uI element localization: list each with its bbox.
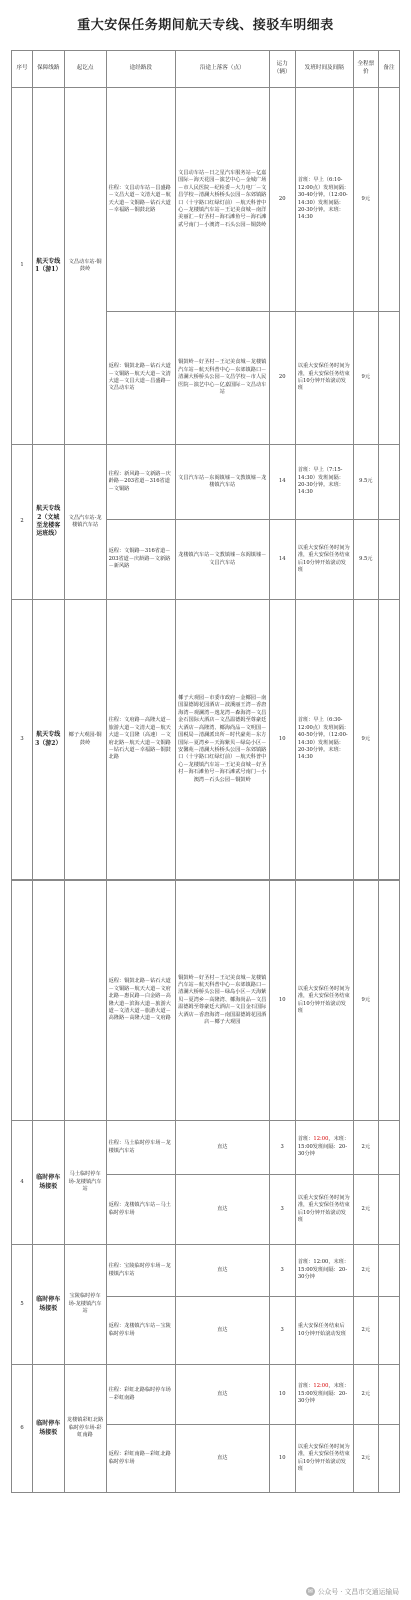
line-cell: 航天专线2（文城至龙楼客运班线） (33, 445, 65, 600)
route-cell: 返程：龙楼镇汽车站－宝陵临时停车场 (106, 1297, 175, 1365)
fare-cell: 9.5元 (353, 520, 378, 600)
stops-cell: 铜鼓岭－好圣村－王记美食城－龙楼镇汽车站－航天科普中心－东郊镇路口－清澜大桥桥头公园－绿岛小区－天海紫贝－夏湾乡－高隆湾、椰海尚品－文昌温德姆至尊豪廷大酒店－文昌金石国际大酒店－香唐海湾－南国温德姆花园酒店－椰子大观园 (175, 881, 269, 1121)
route-cell: 往程：新风路－文新路－庆龄路－203省道－316省道－文铜路 (106, 445, 175, 520)
table-row (12, 881, 400, 1121)
count-cell: 14 (269, 520, 295, 600)
table-row (12, 1245, 400, 1297)
stops-cell: 文昌汽车站－东阁镇墟－文教镇墟－龙楼镇汽车站 (175, 445, 269, 520)
fare-cell: 9元 (353, 312, 378, 445)
note-cell (378, 1365, 399, 1425)
start-cell: 宝陵临时停车场-龙楼镇汽车站 (64, 1245, 106, 1365)
time-cell: 以重大安保任务时间为准，重大安保任务结束后10分钟开始滚动发班 (295, 1425, 353, 1493)
count-cell: 10 (269, 881, 295, 1121)
schedule-table-part1 (11, 50, 400, 880)
schedule-table-part2 (11, 880, 400, 1493)
note-cell (378, 445, 399, 520)
route-cell: 返程：文铜路－316省道－203省道－庆龄路－文新路－新风路 (106, 520, 175, 600)
seq-cell: 5 (12, 1245, 33, 1365)
note-cell (378, 881, 399, 1121)
watermark-text: 公众号 · 文昌市交通运输局 (317, 1588, 399, 1596)
count-cell: 10 (269, 1365, 295, 1425)
time-post: ，末班：15:00发班间隔：20-30分钟 (297, 1383, 350, 1405)
time-cell (295, 1121, 353, 1175)
stops-cell: 文昌动车站－日之星汽车服务站－亿嘉国际－海天花园－演艺中心－金城广场－市人民医院－纪检委－大力电厂－文昌学校－清澜大桥桥头公园－东郊镇路口（十字路口红绿灯前）－航天科普中心－龙楼镇汽车站－王记美食城－南洋美丽汇－好圣村－海石滩鱼号－海石滩贰号南门－小澳湾－石头公园－铜鼓岭 (175, 88, 269, 312)
time-cell (295, 1365, 353, 1425)
stops-cell: 龙楼镇汽车站－文教镇墟－东阁镇墟－文昌汽车站 (175, 520, 269, 600)
table-row (12, 445, 400, 520)
table-row (12, 1365, 400, 1425)
route-cell: 返程：铜鼓北路－钻石大道－文铜路－航天大道－文府北路－惠民路－白金路－高隆大道－滨海大道－旅游大道－文清大道－旅游大道－高隆路－高隆大道－文府路 (106, 881, 175, 1121)
fare-cell: 2元 (353, 1175, 378, 1245)
fare-cell: 2元 (353, 1121, 378, 1175)
count-cell: 20 (269, 88, 295, 312)
note-cell (378, 1245, 399, 1297)
seq-cell: 3 (12, 600, 33, 880)
note-cell (378, 1121, 399, 1175)
route-cell: 返程：铜鼓北路－钻石大道－文铜路－航天大道－文清大道－文昌大道－昌盛路－文昌动车站 (106, 312, 175, 445)
line-cell: 临时停车场接驳 (33, 1365, 65, 1493)
stops-cell: 直达 (175, 1245, 269, 1297)
stops-cell: 直达 (175, 1175, 269, 1245)
time-pre: 首班： (297, 1383, 314, 1390)
fare-cell: 9元 (353, 600, 378, 880)
count-cell: 3 (269, 1121, 295, 1175)
fare-cell: 9.5元 (353, 445, 378, 520)
count-cell: 10 (269, 1425, 295, 1493)
fare-cell: 2元 (353, 1297, 378, 1365)
count-cell: 20 (269, 312, 295, 445)
time-pre: 首班： (297, 1136, 314, 1143)
time-cell: 以重大安保任务时间为准，重大安保任务结束后10分钟开始滚动发班 (295, 1175, 353, 1245)
line-cell: 临时停车场接驳 (33, 1245, 65, 1365)
start-cell: 文昌汽车站-龙楼镇汽车站 (64, 445, 106, 600)
start-cell: 马土临时停车场-龙楼镇汽车站 (64, 1121, 106, 1245)
route-cell: 往程：文昌动车站－昌盛路－文昌大道－文清大道－航天大道－文铜路－钻石大道－幸福路－铜鼓北路 (106, 88, 175, 312)
stops-cell: 直达 (175, 1121, 269, 1175)
time-cell: 以重大安保任务时间为准，重大安保任务结束后10分钟开始滚动发班 (295, 881, 353, 1121)
seq-cell (12, 881, 33, 1121)
time-cell: 首班：早上（6:30-12:00点）发班间隔：40-50分钟。（12:00-14:30）发班间隔：20-30分钟。末班：14:30 (295, 600, 353, 880)
header-note: 备注 (378, 51, 399, 88)
note-cell (378, 520, 399, 600)
seq-cell: 1 (12, 88, 33, 445)
fare-cell: 2元 (353, 1245, 378, 1297)
first-bus-time-highlight: 12:00 (313, 1136, 329, 1143)
header-count: 运力（辆） (269, 51, 295, 88)
start-cell: 椰子大观园-铜鼓岭 (64, 600, 106, 880)
route-cell: 往程：马土临时停车场－龙楼镇汽车站 (106, 1121, 175, 1175)
line-cell (33, 881, 65, 1121)
count-cell: 3 (269, 1245, 295, 1297)
time-post: ，末班：15:00发班间隔：20-30分钟 (297, 1136, 350, 1158)
note-cell (378, 1297, 399, 1365)
route-cell: 往程：宝陵临时停车场－龙楼镇汽车站 (106, 1245, 175, 1297)
stops-cell: 椰子大观园－市委市政府－金椰园－南国温德姆花园酒店－波溪丽王湾－香唐海湾－观澜湾－逸龙湾－森海湾－文昌金石国际大酒店－文昌温德姆至尊豪廷大酒店－高隆湾、椰海尚品－文明国－国税局－清澜派出所－时代豪苑－东方国际－夏湾乡－天海紫贝－绿岛小区－安馨苑－清澜大桥桥头公园－东郊镇路口（十字路口红绿灯前）－航天科普中心－龙楼镇汽车站－王记美食城－好圣村－海石滩鱼号－海石滩贰号南门－小澳湾－石头公园－铜鼓岭 (175, 600, 269, 880)
time-cell: 以重大安保任务时间为准，重大安保任务结束后10分钟开始滚动发班 (295, 520, 353, 600)
start-cell (64, 881, 106, 1121)
start-cell: 文昌动车站-铜鼓岭 (64, 88, 106, 445)
time-cell: 首班：早上（6:10-12:00点）发班间隔：30-40分钟。（12:00-14:30）发班间隔：20-30分钟。末班：14:30 (295, 88, 353, 312)
stops-cell: 直达 (175, 1365, 269, 1425)
time-cell: 首班：12:00，末班：15:00发班间隔：20-30分钟 (295, 1245, 353, 1297)
header-stops: 沿途上落客（点） (175, 51, 269, 88)
table-row (12, 1121, 400, 1175)
note-cell (378, 600, 399, 880)
table-row (12, 88, 400, 312)
note-cell (378, 1175, 399, 1245)
time-cell: 重大安保任务结束后10分钟开始滚动发班 (295, 1297, 353, 1365)
fare-cell: 2元 (353, 1425, 378, 1493)
time-cell: 以重大安保任务时间为准，重大安保任务结束后10分钟开始滚动发班 (295, 312, 353, 445)
note-cell (378, 88, 399, 312)
header-seq: 序号 (12, 51, 33, 88)
table-header-row (12, 51, 400, 88)
first-bus-time-highlight: 12:00 (313, 1383, 329, 1390)
route-cell: 往程：彩虹北路临时停车场－彩虹南路 (106, 1365, 175, 1425)
fare-cell: 2元 (353, 1365, 378, 1425)
time-cell: 首班：早上（7:15-14:30）发班间隔：20-30分钟。末班：14:30 (295, 445, 353, 520)
seq-cell: 4 (12, 1121, 33, 1245)
fare-cell: 9元 (353, 881, 378, 1121)
line-cell: 临时停车场接驳 (33, 1121, 65, 1245)
page-title: 重大安保任务期间航天专线、接驳车明细表 (77, 18, 334, 33)
fare-cell: 9元 (353, 88, 378, 312)
stops-cell: 直达 (175, 1297, 269, 1365)
header-start: 起讫点 (64, 51, 106, 88)
table-row (12, 600, 400, 880)
stops-cell: 直达 (175, 1425, 269, 1493)
wechat-icon: ✉ (307, 1587, 313, 1595)
count-cell: 14 (269, 445, 295, 520)
note-cell (378, 312, 399, 445)
route-cell: 返程：龙楼镇汽车站－马土临时停车场 (106, 1175, 175, 1245)
count-cell: 3 (269, 1297, 295, 1365)
count-cell: 10 (269, 600, 295, 880)
line-cell: 航天专线3（游2） (33, 600, 65, 880)
count-cell: 3 (269, 1175, 295, 1245)
header-fare: 全程票价 (353, 51, 378, 88)
note-cell (378, 1425, 399, 1493)
watermark (306, 1586, 399, 1596)
start-cell: 龙楼镇彩虹北路临时停车场-彩虹南路 (64, 1365, 106, 1493)
header-line: 保障线路 (33, 51, 65, 88)
line-cell: 航天专线1（游1） (33, 88, 65, 445)
header-route: 途经路段 (106, 51, 175, 88)
seq-cell: 6 (12, 1365, 33, 1493)
route-cell: 往程：文府路－高隆大道－旅游大道－文清大道－航天大道－文昌隆（高速）－文府北路－航天大道－文铜路－钻石大道－幸福路－铜鼓北路 (106, 600, 175, 880)
route-cell: 返程：彩虹南路－彩虹北路临时停车场 (106, 1425, 175, 1493)
stops-cell: 铜鼓岭－好圣村－王记美食城－龙楼镇汽车站－航天科普中心－东郊镇路口－清澜大桥桥头公园－文昌学校－市人民医院－演艺中心－亿嘉国际－文昌动车站 (175, 312, 269, 445)
seq-cell: 2 (12, 445, 33, 600)
header-time: 发班时间及间隔 (295, 51, 353, 88)
